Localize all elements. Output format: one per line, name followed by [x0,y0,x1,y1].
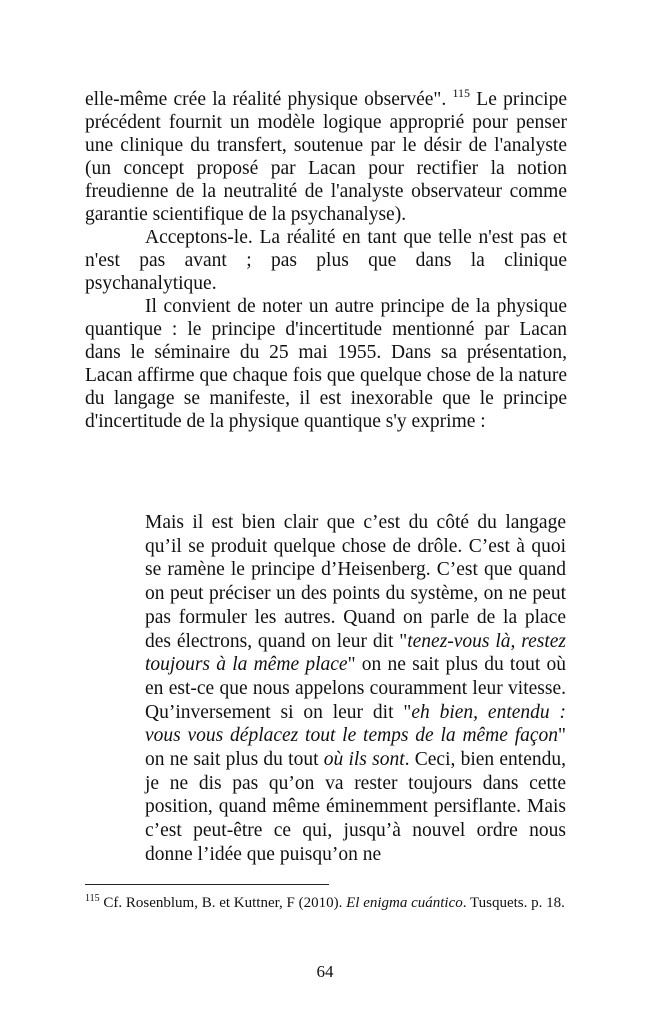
footnote-text-1: Cf. Rosenblum, B. et Kuttner, F (2010). [99,895,347,911]
quote-text-3: " on ne sait plus du tout [145,725,566,771]
quote-paragraph [145,511,566,867]
quote-text-4: . Ceci, bien entendu, je ne dis pas qu’on va rester toujours dans cette position, quand même éminemment persiflante. Mais c’est peut-être ce qui, jusqu’à nouvel ordre nous donne l’idée que puisqu’on ne [145,749,566,865]
footnote-reference[interactable]: 115 [452,86,471,100]
quote-italic-1: tenez-vous là, restez toujours à la même place [145,630,566,676]
footnote-number: 115 [85,893,100,904]
quote-text-1: Mais il est bien clair que c’est du côté du langage qu’il se produit quelque chose de drôle. C’est à quoi se ramène le principe d’Heisenberg. C’est que quand on peut préciser un des points du système, on ne peut pas formuler les autres. Quand on parle de la place des électrons, quand on leur dit " [145,512,566,652]
footnote-divider [85,884,329,885]
paragraph-1-rest: Le principe précédent fournit un modèle logique approprié pour penser une clinique du transfert, soutenue par le désir de l'analyste (un concept proposé par Lacan pour rectifier la notion freudienne de la neutralité de l'analyste observateur comme garantie scientifique de la psychanalyse). [85,89,567,225]
block-quote [145,511,566,867]
paragraph-3: Il convient de noter un autre principe de la physique quantique : le principe d'incertitude mentionné par Lacan dans le séminaire du 25 mai 1955. Dans sa présentation, Lacan affirme que chaque fois que quelque chose de la nature du langage se manifeste, il est inexorable que le principe d'incertitude de la physique quantique s'y exprime : [85,296,567,432]
paragraph-1-start: elle-même crée la réalité physique observée". [85,89,453,110]
quote-italic-3: où ils sont [323,749,405,771]
quote-text-2: " on ne sait plus du tout où en est-ce que nous appelons couramment leur vitesse. Qu’inversement si on leur dit " [145,654,566,723]
body-text [85,88,567,433]
footnote-text-2: . Tusquets. p. 18. [462,895,565,911]
footnote-paragraph [85,892,567,914]
footnote-title: El enigma cuántico [346,895,463,911]
quote-italic-2: eh bien, entendu : vous vous déplacez tout le temps de la même façon [145,701,566,747]
footnote [85,892,567,914]
paragraph-2: Acceptons-le. La réalité en tant que telle n'est pas et n'est pas avant ; pas plus que dans la clinique psychanalytique. [85,227,567,294]
page-number: 64 [316,962,334,981]
paragraph-1 [85,88,567,226]
